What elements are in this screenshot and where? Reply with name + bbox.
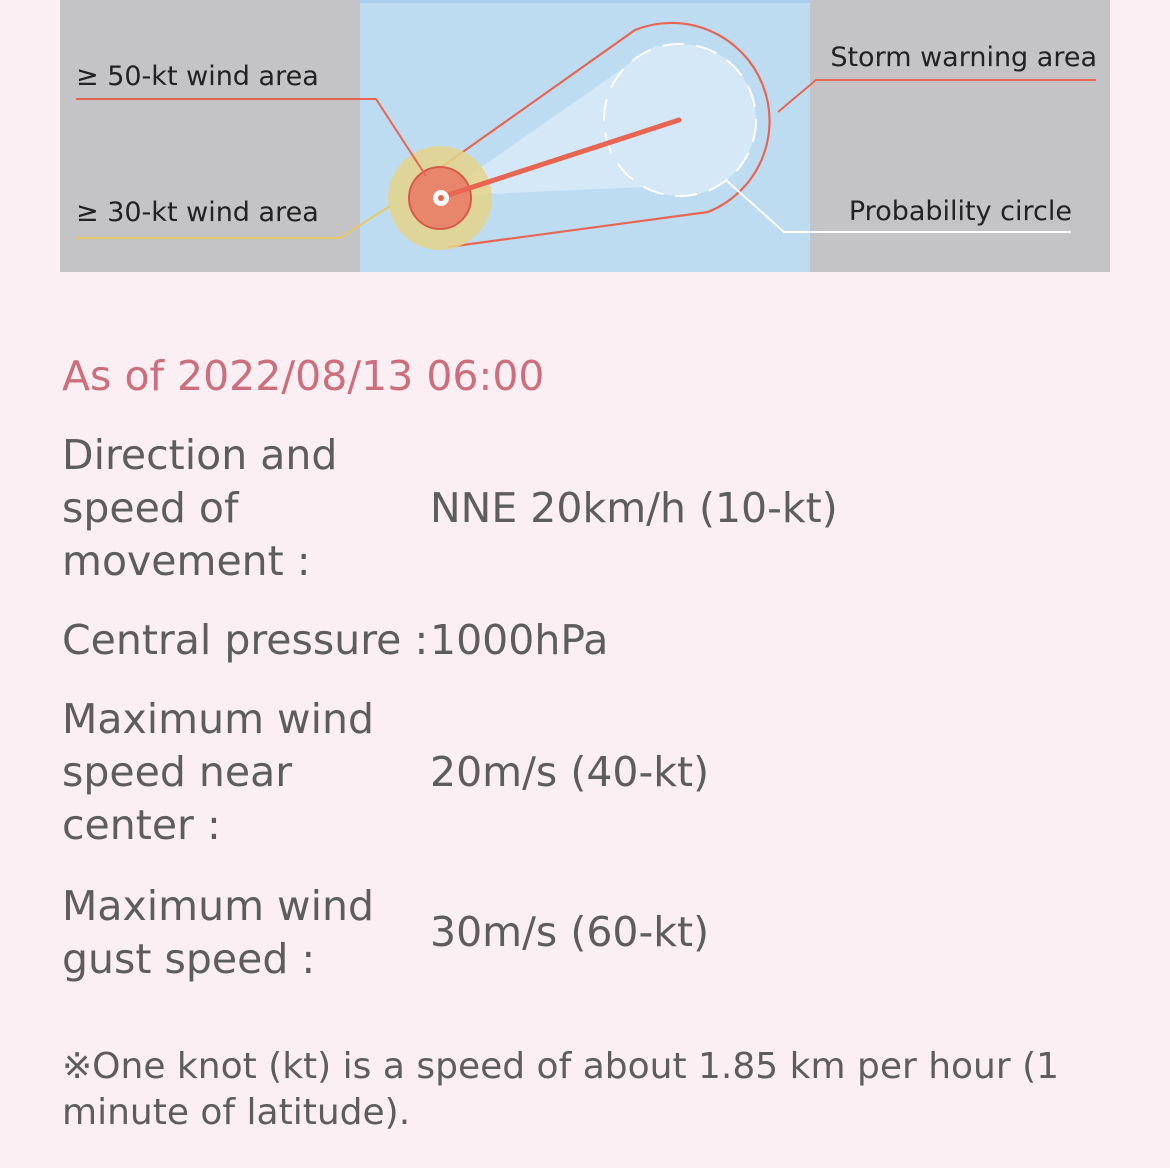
movement-label: Direction and speed of movement : [62,431,338,585]
probability-label: Probability circle [848,196,1072,227]
typhoon-legend-diagram [60,0,1110,272]
left-gray-panel [60,0,360,272]
max-wind-value: 20m/s (40-kt) [430,748,710,796]
sea-top-edge [360,0,810,3]
max-wind-label: Maximum wind speed near center : [62,695,374,849]
movement-value: NNE 20km/h (10-kt) [430,484,838,532]
typhoon-legend-figure [60,0,1110,272]
gust-label: Maximum wind gust speed : [62,882,374,983]
as-of-timestamp: As of 2022/08/13 06:00 [62,352,545,400]
wind30-label: ≥ 30-kt wind area [76,197,319,228]
storm-warning-label: Storm warning area [830,42,1097,73]
storm-info-panel [62,350,1122,1133]
storm-center-dot [438,195,444,201]
gust-row [62,880,1122,986]
max-wind-row [62,693,1122,853]
movement-row [62,429,1122,589]
pressure-label: Central pressure : [62,616,429,664]
wind50-label: ≥ 50-kt wind area [76,61,319,92]
knot-footnote: ※One knot (kt) is a speed of about 1.85 km per hour (1 minute of latitude). [62,1046,1060,1133]
gust-value: 30m/s (60-kt) [430,908,710,956]
pressure-row [62,614,1122,667]
pressure-value: 1000hPa [430,616,609,664]
